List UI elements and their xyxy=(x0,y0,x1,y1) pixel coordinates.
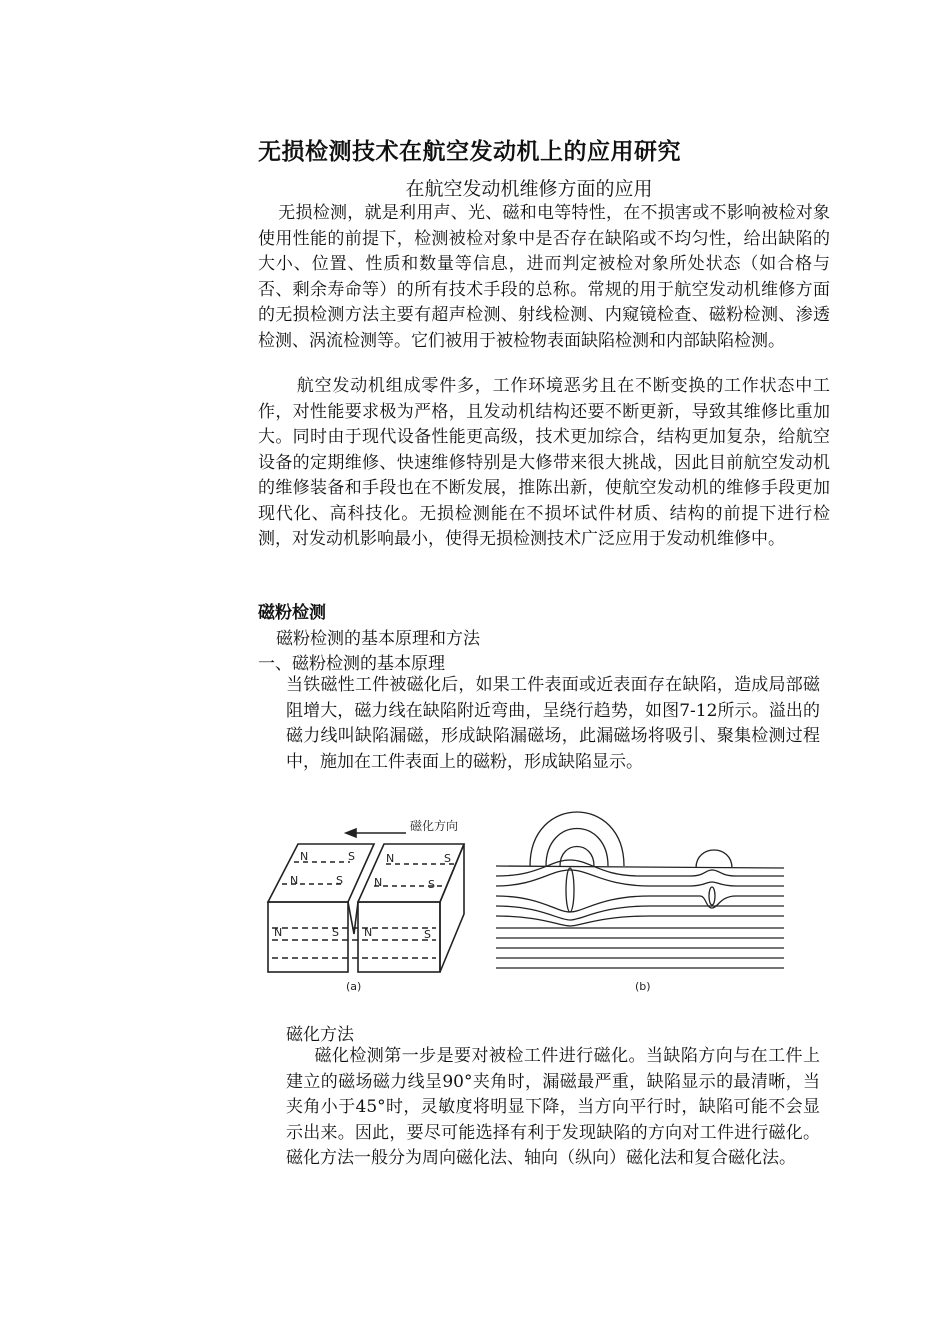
magnetize-heading: 磁化方法 xyxy=(286,1025,354,1045)
numbered-heading: 一、磁粉检测的基本原理 xyxy=(258,654,445,674)
figure-b-field-lines xyxy=(496,812,784,968)
pole-n-label: N xyxy=(300,850,309,863)
magnetize-paragraph-text: 磁化检测第一步是要对被检工件进行磁化。当缺陷方向与在工件上建立的磁场磁力线呈90°夹角时，漏磁最严重，缺陷显示的最清晰，当夹角小于45°时，灵敏度将明显下降，当方向平行时，缺陷可能不会显示出来。因此，要尽可能选择有利于发现缺陷的方向对工件进行磁化。磁化方法一般分为周向磁化法、轴向（纵向）磁化法和复合磁化法。 xyxy=(286,1046,820,1168)
pole-s-label: S xyxy=(336,874,343,887)
section-subheading: 磁粉检测的基本原理和方法 xyxy=(276,629,480,649)
maintenance-paragraph-text: 航空发动机组成零件多，工作环境恶劣且在不断变换的工作状态中工作，对性能要求极为严格，且发动机结构还要不断更新，导致其维修比重加大。同时由于现代设备性能更高级，技术更加综合，结构更加复杂，给航空设备的定期维修、快速维修特别是大修带来很大挑战，因此目前航空发动机的维修装备和手段也在不断发展，推陈出新，使航空发动机的维修手段更加现代化、高科技化。无损检测能在不损坏试件材质、结构的前提下进行检测，对发动机影响最小，使得无损检测技术广泛应用于发动机维修中。 xyxy=(258,376,830,549)
section-heading: 磁粉检测 xyxy=(258,603,326,623)
pole-n-label: N xyxy=(364,926,373,939)
direction-label: 磁化方向 xyxy=(410,819,459,833)
pole-s-label: S xyxy=(428,878,435,891)
figure-a-block xyxy=(268,829,464,972)
caption-a: (a) xyxy=(346,980,362,993)
leakage-field-figure xyxy=(260,800,790,1005)
intro-paragraph xyxy=(258,201,830,354)
magnetize-paragraph xyxy=(286,1044,820,1172)
pole-s-label: S xyxy=(444,852,451,865)
pole-n-label: N xyxy=(386,852,395,865)
document-subtitle: 在航空发动机维修方面的应用 xyxy=(405,178,653,200)
pole-n-label: N xyxy=(274,926,283,939)
pole-n-label: N xyxy=(374,876,383,889)
maintenance-paragraph xyxy=(258,374,830,553)
pole-s-label: S xyxy=(348,850,355,863)
principle-paragraph-text: 当铁磁性工件被磁化后，如果工件表面或近表面存在缺陷，造成局部磁阻增大，磁力线在缺陷附近弯曲，呈绕行趋势，如图7-12所示。溢出的磁力线叫缺陷漏磁，形成缺陷漏磁场，此漏磁场将吸引、聚集检测过程中，施加在工件表面上的磁粉，形成缺陷显示。 xyxy=(286,675,820,772)
caption-b: (b) xyxy=(635,980,651,993)
intro-paragraph-text: 无损检测，就是利用声、光、磁和电等特性，在不损害或不影响被检对象使用性能的前提下，检测被检对象中是否存在缺陷或不均匀性，给出缺陷的大小、位置、性质和数量等信息，进而判定被检对象所处状态（如合格与否、剩余寿命等）的所有技术手段的总称。常规的用于航空发动机维修方面的无损检测方法主要有超声检测、射线检测、内窥镜检查、磁粉检测、渗透检测、涡流检测等。它们被用于被检物表面缺陷检测和内部缺陷检测。 xyxy=(258,203,830,351)
pole-s-label: S xyxy=(424,928,431,941)
principle-paragraph xyxy=(286,673,820,775)
pole-n-label: N xyxy=(290,874,299,887)
document-title: 无损检测技术在航空发动机上的应用研究 xyxy=(258,138,681,165)
pole-s-label: S xyxy=(332,926,339,939)
